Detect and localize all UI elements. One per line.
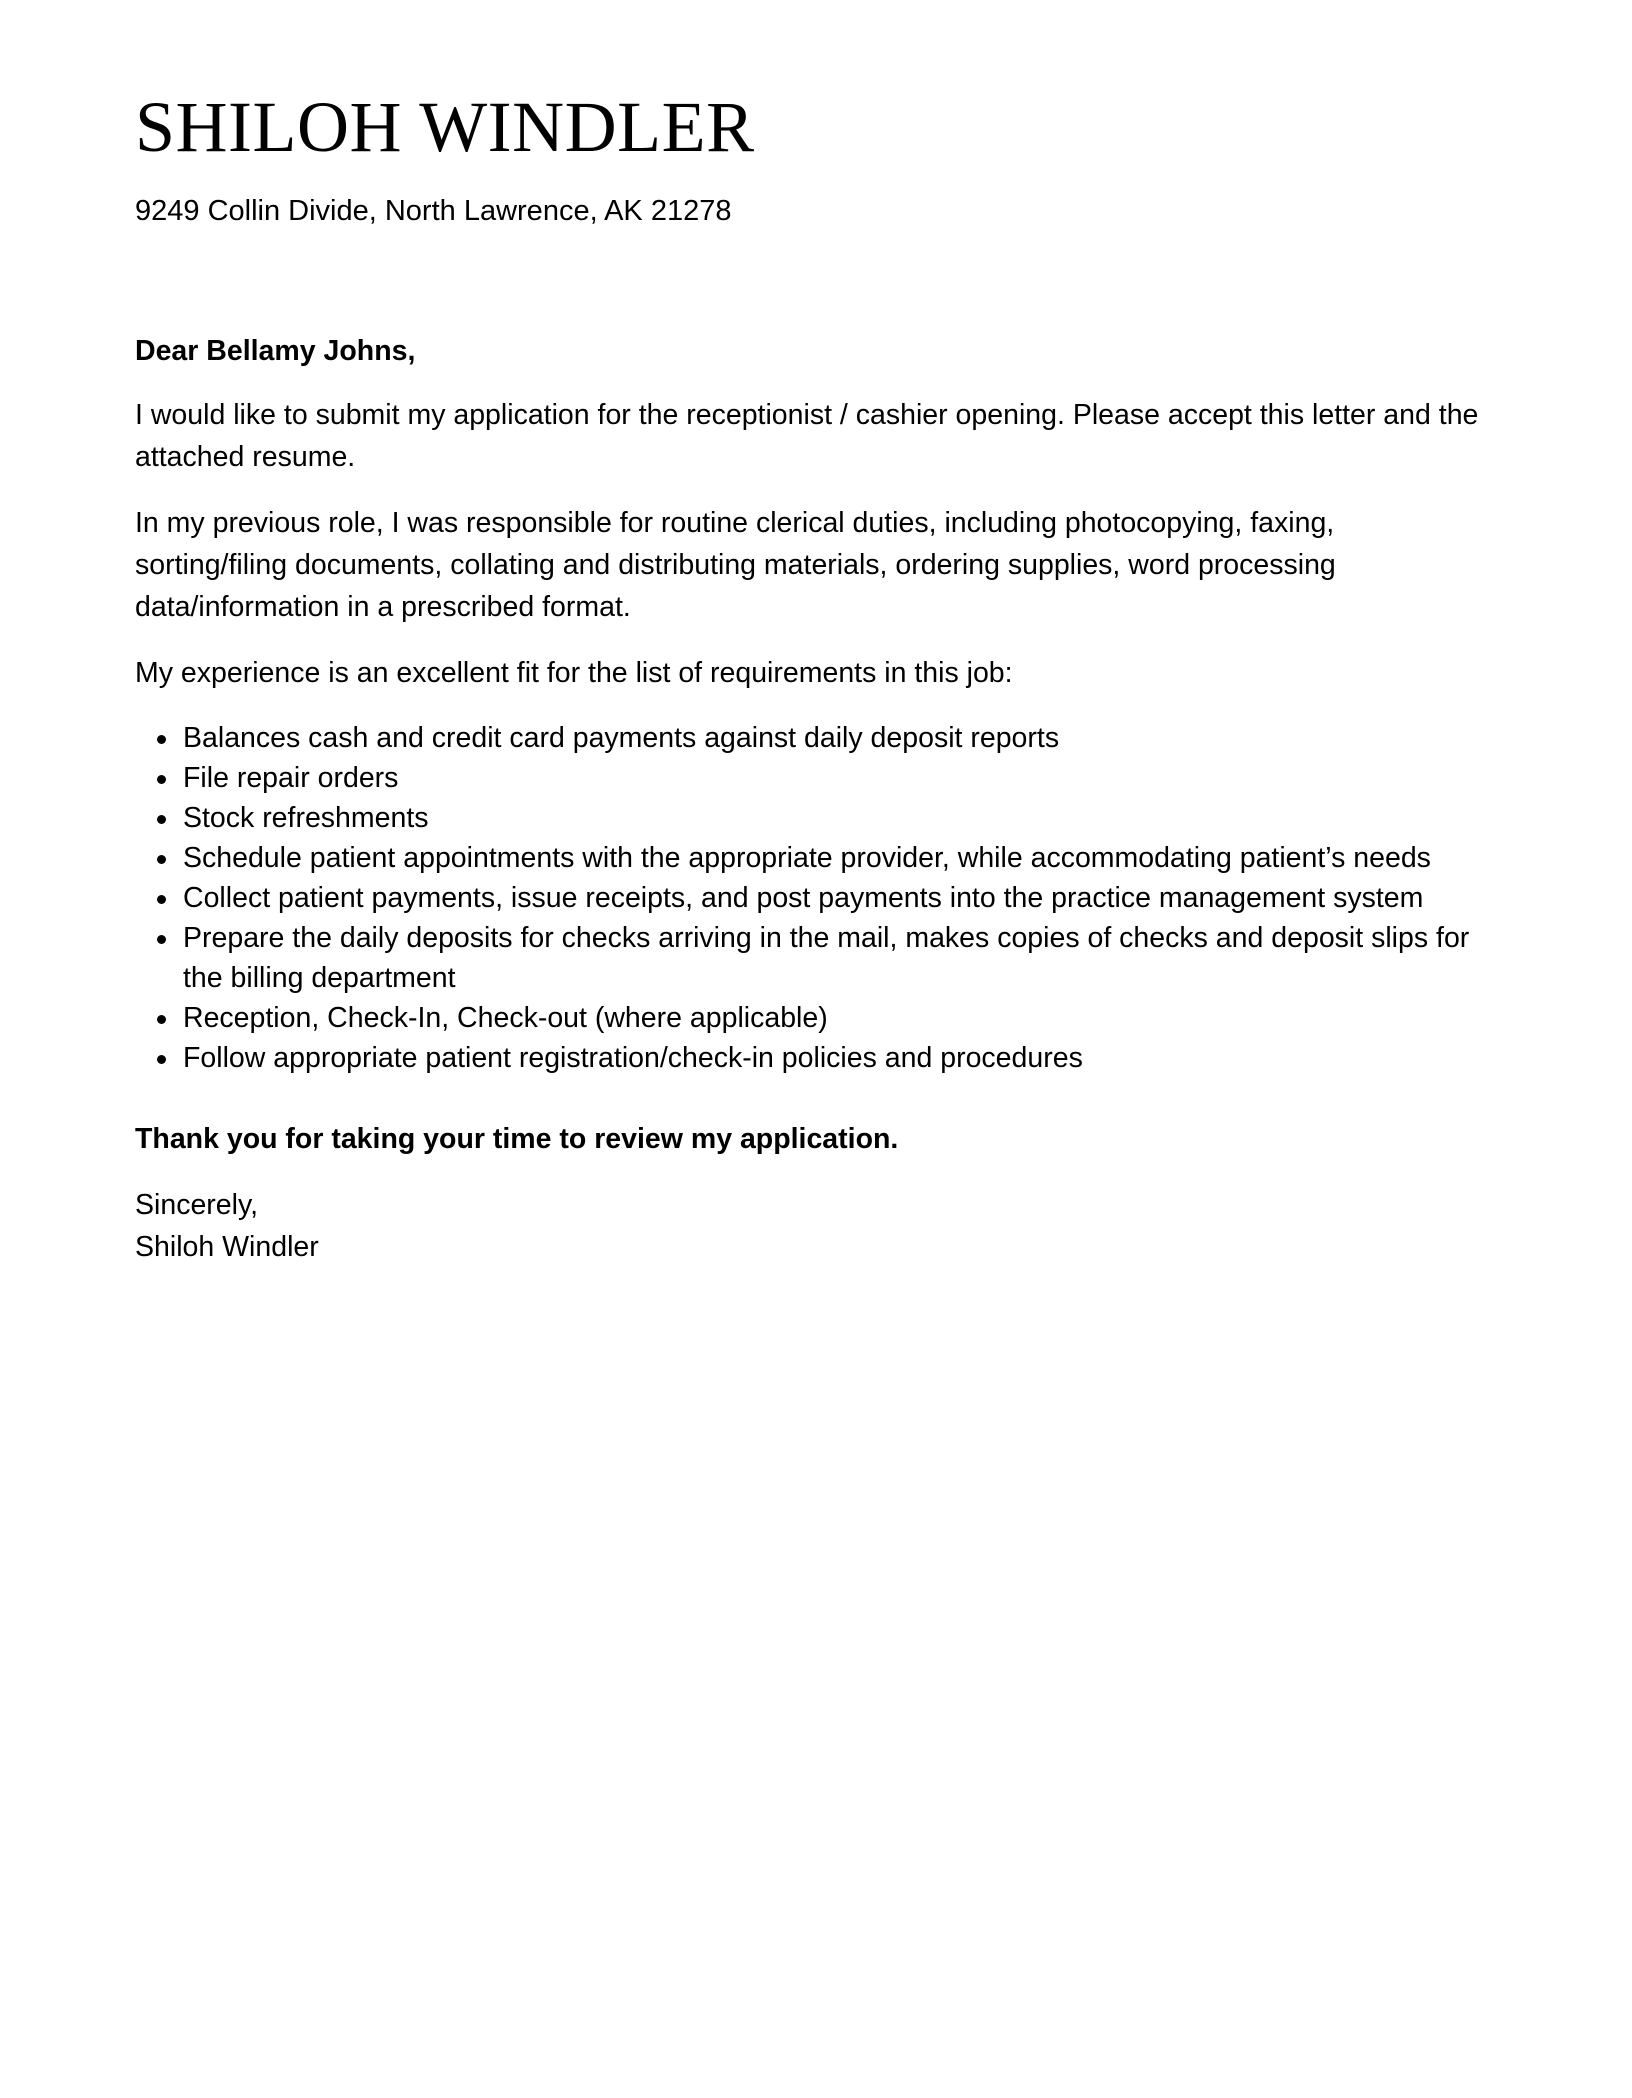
salutation: Dear Bellamy Johns, — [135, 335, 416, 367]
bullet-icon — [157, 775, 166, 784]
intro-paragraph: I would like to submit my application for the receptionist / cashier opening. Please accept this letter and the attached resume. — [135, 399, 1479, 473]
applicant-address: 9249 Collin Divide, North Lawrence, AK 21278 — [135, 195, 732, 227]
list-item — [183, 998, 1485, 1038]
requirements-intro: My experience is an excellent fit for the list of requirements in this job: — [135, 657, 1013, 689]
list-item — [183, 878, 1485, 918]
bullet-icon — [157, 1015, 166, 1024]
bullet-icon — [157, 855, 166, 864]
list-item — [183, 1038, 1485, 1078]
bullet-icon — [157, 895, 166, 904]
list-item-text: Reception, Check-In, Check-out (where applicable) — [183, 1002, 828, 1034]
list-item-text: Stock refreshments — [183, 802, 429, 834]
list-item-text: Balances cash and credit card payments against daily deposit reports — [183, 722, 1060, 754]
closing: Sincerely, — [135, 1189, 259, 1221]
requirements-list — [135, 718, 1485, 1078]
list-item-text: Prepare the daily deposits for checks arriving in the mail, makes copies of checks and deposit slips for the billing department — [183, 922, 1470, 994]
bullet-icon — [157, 935, 166, 944]
experience-paragraph: In my previous role, I was responsible for routine clerical duties, including photocopying, faxing, sorting/filing documents, collating and distributing materials, ordering supplies, word processing data/information in a prescribed format. — [135, 507, 1336, 623]
applicant-name: SHILOH WINDLER — [135, 87, 755, 167]
list-item-text: File repair orders — [183, 762, 399, 794]
list-item — [183, 758, 1485, 798]
list-item — [183, 838, 1485, 878]
list-item-text: Schedule patient appointments with the appropriate provider, while accommodating patient’s needs — [183, 842, 1431, 874]
list-item-text: Collect patient payments, issue receipts, and post payments into the practice management system — [183, 882, 1424, 914]
bullet-icon — [157, 735, 166, 744]
list-item-text: Follow appropriate patient registration/check-in policies and procedures — [183, 1042, 1083, 1074]
letter-body — [135, 332, 1485, 1268]
list-item — [183, 918, 1485, 998]
list-item — [183, 718, 1485, 758]
bullet-icon — [157, 1055, 166, 1064]
bullet-icon — [157, 815, 166, 824]
signature: Shiloh Windler — [135, 1231, 319, 1263]
list-item — [183, 798, 1485, 838]
thank-you-line: Thank you for taking your time to review my application. — [135, 1123, 899, 1155]
